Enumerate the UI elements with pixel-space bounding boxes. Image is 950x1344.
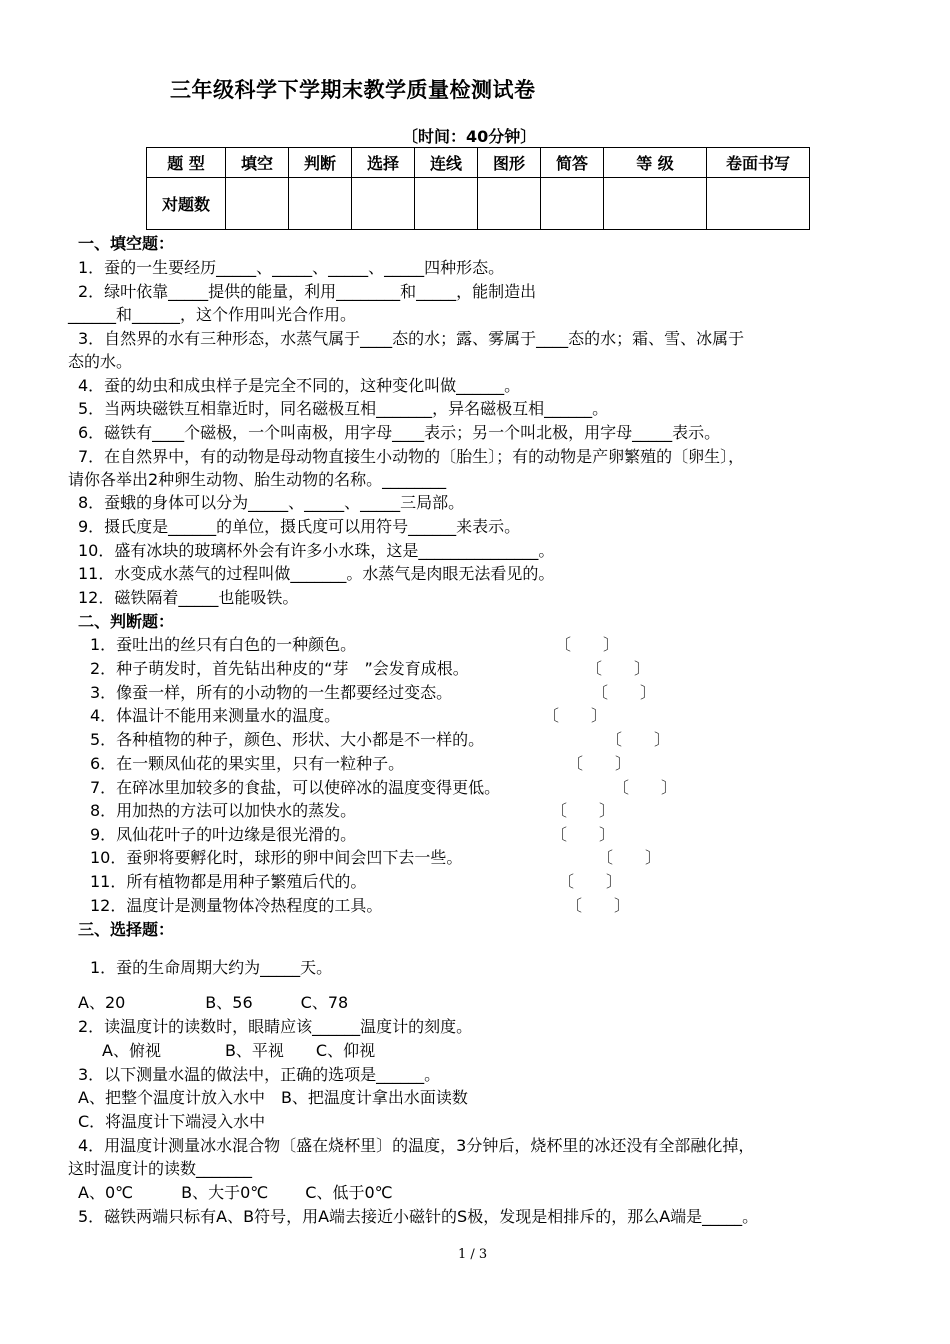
judge-question: 2．种子萌发时，首先钻出种皮的“芽 ”会发育成根。 <box>90 659 469 678</box>
judge-question: 7．在碎冰里加较多的食盐，可以使碎冰的温度变得更低。 <box>90 778 501 797</box>
fill-question-line: 10．盛有冰块的玻璃杯外会有许多小水珠，这是_______________。 <box>78 541 555 560</box>
choice-options: A、俯视 B、平视 C、仰视 <box>102 1041 376 1060</box>
answer-bracket[interactable]: 〔 〕 <box>555 635 620 654</box>
choice-options: C．将温度计下端浸入水中 <box>78 1112 266 1131</box>
section2-heading: 二、判断题： <box>78 612 175 631</box>
answer-bracket[interactable]: 〔 〕 <box>543 706 608 725</box>
judge-question: 6．在一颗凤仙花的果实里，只有一粒种子。 <box>90 754 405 773</box>
judge-question: 12．温度计是测量物体冷热程度的工具。 <box>90 896 383 915</box>
table-header-cell: 题 型 <box>147 148 226 178</box>
table-cell[interactable] <box>604 178 707 230</box>
page-title: 三年级科学下学期末教学质量检测试卷 <box>170 78 536 102</box>
table-header-cell: 判断 <box>289 148 352 178</box>
section1-heading: 一、填空题： <box>78 234 175 253</box>
judge-question: 11．所有植物都是用种子繁殖后代的。 <box>90 872 367 891</box>
table-cell[interactable] <box>478 178 541 230</box>
choice-options: A、20 B、56 C、78 <box>78 993 349 1012</box>
answer-bracket[interactable]: 〔 〕 <box>551 801 616 820</box>
table-cell[interactable] <box>352 178 415 230</box>
table-cell[interactable] <box>541 178 604 230</box>
table-row-label: 对题数 <box>147 178 226 230</box>
choice-options: A、把整个温度计放入水中 B、把温度计拿出水面读数 <box>78 1088 468 1107</box>
fill-question-line: 7．在自然界中，有的动物是母动物直接生小动物的〔胎生〕；有的动物是产卵繁殖的〔卵生〕， <box>78 447 745 466</box>
answer-bracket[interactable]: 〔 〕 <box>567 754 632 773</box>
judge-question: 1．蚕吐出的丝只有白色的一种颜色。 <box>90 635 357 654</box>
answer-bracket[interactable]: 〔 〕 <box>566 896 631 915</box>
choice-question-line: 这时温度计的读数_______ <box>68 1159 253 1178</box>
table-header-cell: 连线 <box>415 148 478 178</box>
score-table <box>146 147 810 230</box>
choice-question-line: 2．读温度计的读数时，眼睛应该______温度计的刻度。 <box>78 1017 473 1036</box>
table-cell[interactable] <box>707 178 810 230</box>
judge-question: 3．像蚕一样，所有的小动物的一生都要经过变态。 <box>90 683 453 702</box>
fill-question-line: 5．当两块磁铁互相靠近时，同名磁极互相_______，异名磁极互相______。 <box>78 399 609 418</box>
fill-question-line: 2．绿叶依靠_____提供的能量，利用________和_____，能制造出 <box>78 282 537 301</box>
answer-bracket[interactable]: 〔 〕 <box>558 872 623 891</box>
table-cell[interactable] <box>226 178 289 230</box>
choice-question-line: 5．磁铁两端只标有A、B符号，用A端去接近小磁针的S极，发现是相排斥的，那么A端是_____。 <box>78 1207 759 1226</box>
table-header-cell: 卷面书写 <box>707 148 810 178</box>
fill-question-line: ______和______，这个作用叫光合作用。 <box>68 305 357 324</box>
answer-bracket[interactable]: 〔 〕 <box>613 778 678 797</box>
table-cell[interactable] <box>415 178 478 230</box>
fill-question-line: 请你各举出2种卵生动物、胎生动物的名称。________ <box>68 470 447 489</box>
fill-question-line: 8．蚕蛾的身体可以分为_____、_____、_____三局部。 <box>78 493 465 512</box>
answer-bracket[interactable]: 〔 〕 <box>592 683 657 702</box>
table-cell[interactable] <box>289 178 352 230</box>
table-header-cell: 填空 <box>226 148 289 178</box>
table-header-cell: 图形 <box>478 148 541 178</box>
judge-question: 4．体温计不能用来测量水的温度。 <box>90 706 341 725</box>
answer-bracket[interactable]: 〔 〕 <box>606 730 671 749</box>
answer-bracket[interactable]: 〔 〕 <box>551 825 616 844</box>
table-header-cell: 选择 <box>352 148 415 178</box>
choice-options: A、0℃ B、大于0℃ C、低于0℃ <box>78 1183 393 1202</box>
choice-question-line: 3．以下测量水温的做法中，正确的选项是______。 <box>78 1065 441 1084</box>
judge-question: 10．蚕卵将要孵化时，球形的卵中间会凹下去一些。 <box>90 848 463 867</box>
fill-question-line: 4．蚕的幼虫和成虫样子是完全不同的，这种变化叫做______。 <box>78 376 521 395</box>
fill-question-line: 9．摄氏度是______的单位，摄氏度可以用符号______来表示。 <box>78 517 521 536</box>
fill-question-line: 6．磁铁有____个磁极，一个叫南极，用字母____表示；另一个叫北极，用字母_____表示。 <box>78 423 721 442</box>
judge-question: 8．用加热的方法可以加快水的蒸发。 <box>90 801 357 820</box>
score-table-row <box>147 178 810 230</box>
time-note: 〔时间：40分钟〕 <box>402 127 537 146</box>
choice-question-line: 4．用温度计测量冰水混合物〔盛在烧杯里〕的温度，3分钟后，烧杯里的冰还没有全部融化掉， <box>78 1136 755 1155</box>
fill-question-line: 12．磁铁隔着_____也能吸铁。 <box>78 588 299 607</box>
fill-question-line: 态的水。 <box>68 352 133 371</box>
fill-question-line: 1．蚕的一生要经历_____、_____、_____、_____四种形态。 <box>78 258 505 277</box>
table-header-cell: 等 级 <box>604 148 707 178</box>
section3-heading: 三、选择题： <box>78 920 175 939</box>
choice-question-line: 1．蚕的生命周期大约为_____天。 <box>90 958 333 977</box>
answer-bracket[interactable]: 〔 〕 <box>586 659 651 678</box>
judge-question: 9．凤仙花叶子的叶边缘是很光滑的。 <box>90 825 357 844</box>
page-number: 1 / 3 <box>458 1247 488 1262</box>
answer-bracket[interactable]: 〔 〕 <box>597 848 662 867</box>
table-header-cell: 简答 <box>541 148 604 178</box>
score-table-header-row <box>147 148 810 178</box>
fill-question-line: 11．水变成水蒸气的过程叫做_______。水蒸气是肉眼无法看见的。 <box>78 564 555 583</box>
judge-question: 5．各种植物的种子，颜色、形状、大小都是不一样的。 <box>90 730 485 749</box>
fill-question-line: 3．自然界的水有三种形态，水蒸气属于____态的水；露、雾属于____态的水；霜、雪、冰属于 <box>78 329 745 348</box>
